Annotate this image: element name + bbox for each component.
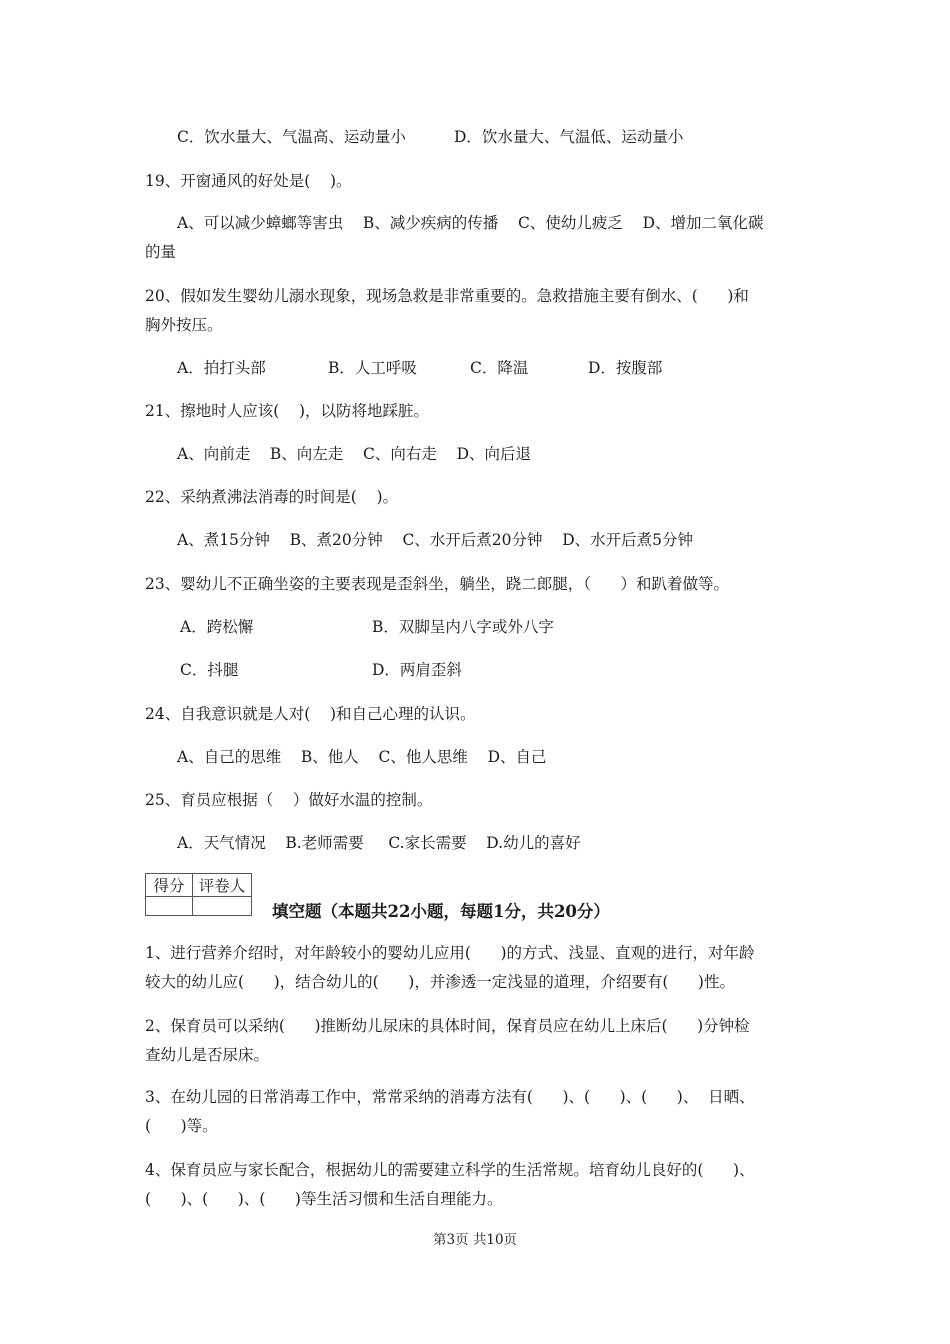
q25-options: A．天气情况 B.老师需要 C.家长需要 D.幼儿的喜好 <box>177 834 581 852</box>
page-footer: 第3页 共10页 <box>432 1232 518 1248</box>
q25-stem: 25、育员应根据（ ）做好水温的控制。 <box>145 791 433 809</box>
q19-options-cont: 的量 <box>145 243 177 261</box>
q20-stem-cont: 胸外按压。 <box>145 316 223 334</box>
q21-stem: 21、擦地时人应该( )，以防将地踩脏。 <box>145 402 430 420</box>
q24-stem: 24、自我意识就是人对( )和自己心理的认识。 <box>145 705 476 723</box>
fill-q2-line1: 2、保育员可以采纳( )推断幼儿尿床的具体时间，保育员应在幼儿上床后( )分钟检 <box>145 1017 750 1035</box>
q23-option-c: C．抖腿 <box>180 661 239 679</box>
q19-stem: 19、开窗通风的好处是( )。 <box>145 172 352 190</box>
q23-option-b: B．双脚呈内八字或外八字 <box>372 618 554 636</box>
q18-option-c: C．饮水量大、气温高、运动量小 <box>177 128 406 146</box>
q24-options: A、自己的思维 B、他人 C、他人思维 D、自己 <box>177 748 547 766</box>
fill-q2-line2: 查幼儿是否尿床。 <box>145 1046 270 1064</box>
q20-stem: 20、假如发生婴幼儿溺水现象，现场急救是非常重要的。急救措施主要有倒水、( )和 <box>145 287 749 305</box>
fill-q4-line1: 4、保育员应与家长配合，根据幼儿的需要建立科学的生活常规。培育幼儿良好的( )、 <box>145 1161 755 1179</box>
q20-option-d: D．按腹部 <box>588 359 663 377</box>
fill-q3-line1: 3、在幼儿园的日常消毒工作中，常常采纳的消毒方法有( )、( )、( )、 日晒、 <box>145 1088 755 1106</box>
score-box <box>145 873 252 916</box>
q23-option-d: D．两肩歪斜 <box>372 661 462 679</box>
q18-option-d: D．饮水量大、气温低、运动量小 <box>454 128 684 146</box>
q19-options: A、可以减少蟑螂等害虫 B、减少疾病的传播 C、使幼儿疲乏 D、增加二氧化碳 <box>177 214 764 232</box>
q20-option-c: C．降温 <box>470 359 529 377</box>
score-label: 得分 <box>146 874 193 897</box>
score-cell <box>146 897 193 916</box>
fill-q4-line2: ( )、( )、( )等生活习惯和生活自理能力。 <box>145 1190 503 1208</box>
q21-options: A、向前走 B、向左走 C、向右走 D、向后退 <box>177 445 531 463</box>
grader-cell <box>193 897 252 916</box>
grader-label: 评卷人 <box>193 874 252 897</box>
q20-option-b: B．人工呼吸 <box>328 359 417 377</box>
q22-stem: 22、采纳煮沸法消毒的时间是( )。 <box>145 488 399 506</box>
q20-option-a: A．拍打头部 <box>177 359 266 377</box>
q23-option-a: A．跨松懈 <box>180 618 254 636</box>
fill-q1-line2: 较大的幼儿应( )，结合幼儿的( )，并渗透一定浅显的道理，介绍要有( )性。 <box>145 973 735 991</box>
fill-q1-line1: 1、进行营养介绍时，对年龄较小的婴幼儿应用( )的方式、浅显、直观的进行，对年龄 <box>145 944 755 962</box>
q22-options: A、煮15分钟 B、煮20分钟 C、水开后煮20分钟 D、水开后煮5分钟 <box>177 531 694 549</box>
q23-stem: 23、婴幼儿不正确坐姿的主要表现是歪斜坐，躺坐，跷二郎腿，（ ）和趴着做等。 <box>145 575 730 593</box>
fill-q3-line2: ( )等。 <box>145 1117 218 1135</box>
section-title: 填空题（本题共22小题，每题1分，共20分） <box>272 902 610 921</box>
